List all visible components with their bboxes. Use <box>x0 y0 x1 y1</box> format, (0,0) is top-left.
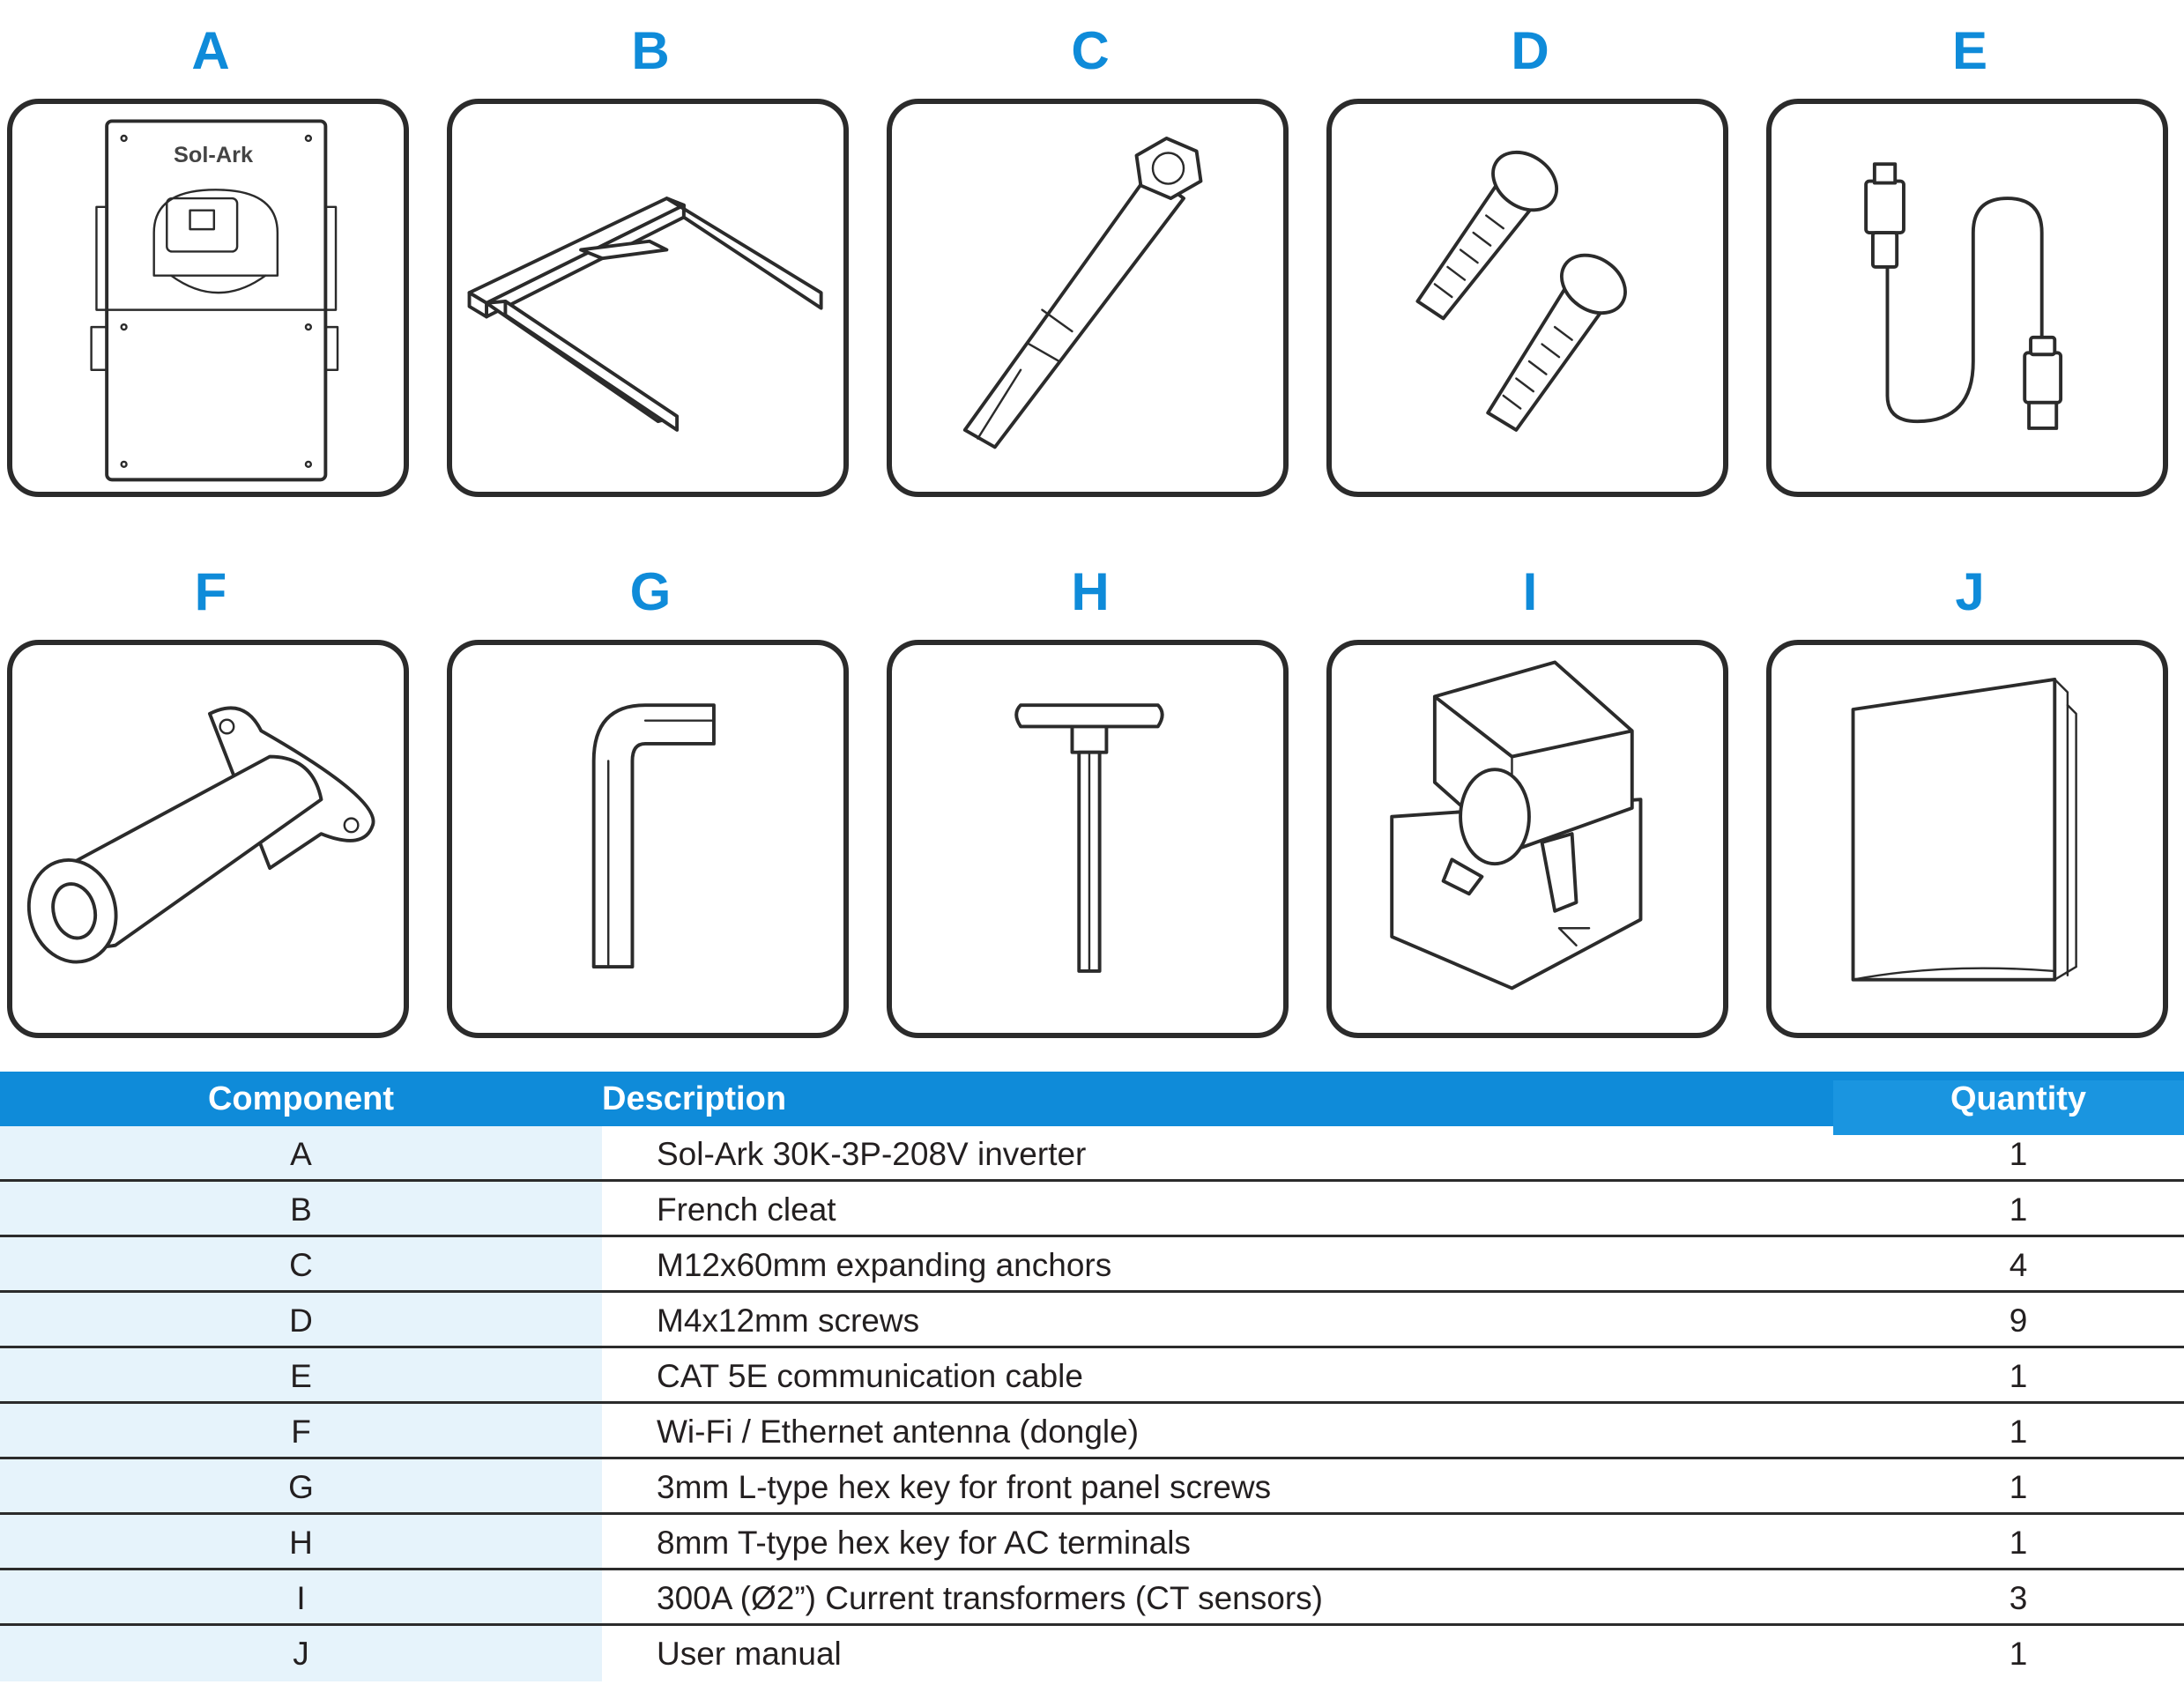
row-quantity: 1 <box>2009 1469 2028 1505</box>
item-letter-f: F <box>194 562 227 621</box>
item-letter-a: A <box>191 21 230 80</box>
table-row <box>0 1515 2184 1570</box>
row-component: E <box>290 1358 312 1394</box>
card-anchor <box>887 99 1289 497</box>
item-letter-d: D <box>1511 21 1549 80</box>
table-row <box>0 1126 2184 1182</box>
header-quantity: Quantity <box>1950 1080 2087 1117</box>
ethernet-cable-icon <box>1772 104 2163 492</box>
row-component: F <box>291 1414 311 1450</box>
card-ct-sensor <box>1326 640 1728 1038</box>
item-letter-c: C <box>1071 21 1110 80</box>
card-screws <box>1326 99 1728 497</box>
table-row <box>0 1182 2184 1237</box>
row-quantity: 1 <box>2009 1525 2028 1561</box>
row-quantity: 3 <box>2009 1580 2028 1616</box>
table-row <box>0 1293 2184 1348</box>
row-description: User manual <box>657 1636 842 1672</box>
row-component: A <box>290 1136 312 1172</box>
screws-icon <box>1332 104 1723 492</box>
table-row <box>0 1626 2184 1681</box>
row-description: 8mm T-type hex key for AC terminals <box>657 1525 1191 1561</box>
expanding-anchor-icon <box>892 104 1283 492</box>
card-french-cleat <box>447 99 849 497</box>
row-description: CAT 5E communication cable <box>657 1358 1083 1394</box>
item-letter-e: E <box>1951 21 1988 80</box>
item-letter-g: G <box>629 562 672 621</box>
row-component: I <box>296 1580 306 1616</box>
item-letter-i: I <box>1522 562 1538 621</box>
french-cleat-icon <box>452 104 843 492</box>
l-hex-key-icon <box>452 645 843 1033</box>
card-inverter <box>7 99 409 497</box>
row-description: M4x12mm screws <box>657 1302 920 1339</box>
table-header <box>0 1072 2184 1126</box>
table-row <box>0 1570 2184 1626</box>
card-t-hex-key <box>887 640 1289 1038</box>
card-cable <box>1766 99 2168 497</box>
header-component: Component <box>207 1080 395 1117</box>
row-description: 300A (Ø2”) Current transformers (CT sensors) <box>657 1580 1323 1616</box>
current-transformer-icon <box>1332 645 1723 1033</box>
row-component: B <box>290 1191 312 1228</box>
table-row <box>0 1237 2184 1293</box>
user-manual-icon <box>1772 645 2163 1033</box>
row-description: 3mm L-type hex key for front panel screws <box>657 1469 1272 1505</box>
item-letter-b: B <box>631 21 670 80</box>
row-component: D <box>289 1302 313 1339</box>
wifi-dongle-icon <box>12 645 404 1033</box>
item-letter-j: J <box>1955 562 1985 621</box>
card-l-hex-key <box>447 640 849 1038</box>
row-quantity: 1 <box>2009 1191 2028 1228</box>
inverter-icon <box>12 104 404 492</box>
row-quantity: 1 <box>2009 1358 2028 1394</box>
row-component: C <box>289 1247 313 1283</box>
row-component: J <box>293 1636 309 1672</box>
row-component: G <box>288 1469 314 1505</box>
table-row <box>0 1459 2184 1515</box>
brand-logo-text: Sol-Ark <box>174 143 254 168</box>
row-quantity: 1 <box>2009 1414 2028 1450</box>
header-description: Description <box>602 1080 787 1117</box>
table-row <box>0 1348 2184 1404</box>
row-component: H <box>289 1525 313 1561</box>
row-description: M12x60mm expanding anchors <box>657 1247 1112 1283</box>
table-row <box>0 1404 2184 1459</box>
t-hex-key-icon <box>892 645 1283 1033</box>
row-description: French cleat <box>657 1191 836 1228</box>
card-user-manual <box>1766 640 2168 1038</box>
row-description: Wi-Fi / Ethernet antenna (dongle) <box>657 1414 1140 1450</box>
row-quantity: 1 <box>2009 1636 2028 1672</box>
row-quantity: 1 <box>2009 1136 2028 1172</box>
row-quantity: 4 <box>2009 1247 2028 1283</box>
item-letter-h: H <box>1071 562 1110 621</box>
row-description: Sol-Ark 30K-3P-208V inverter <box>657 1136 1087 1172</box>
row-quantity: 9 <box>2009 1302 2028 1339</box>
card-dongle <box>7 640 409 1038</box>
